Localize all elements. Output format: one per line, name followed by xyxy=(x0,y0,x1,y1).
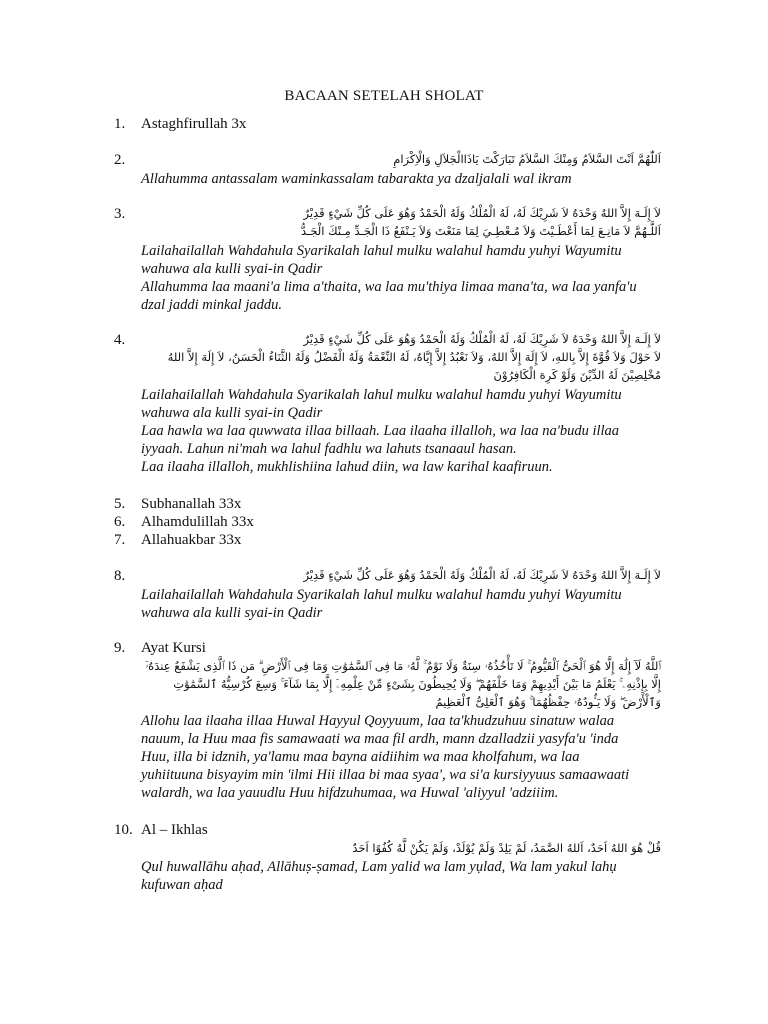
latin-line: nauum, la Huu maa fis samawaati wa maa fil ardh, mann dzalladzii yasyfa'u 'inda xyxy=(141,731,619,747)
item-number: 9. xyxy=(114,640,126,656)
latin-line: wahuwa ala kulli syai-in Qadir xyxy=(141,405,323,421)
item-number: 5. xyxy=(114,496,126,512)
latin-line: Allahumma laa maani'a lima a'thaita, wa laa mu'thiya limaa mana'ta, wa laa yanfa'u xyxy=(141,279,637,295)
item-number: 1. xyxy=(114,116,126,132)
item-label: Alhamdulillah 33x xyxy=(141,514,254,530)
latin-line: wahuwa ala kulli syai-in Qadir xyxy=(141,605,323,621)
arabic-line: لاَ إِلَـهَ إِلاَّ اللهُ وَحْدَهُ لاَ شَرِيْكَ لَهُ، لَهُ الْمُلْكُ وَلَهُ الْحَمْدُ وَهُوَ عَلَى كُلِّ شَيْءٍ قَدِيْرٌ xyxy=(303,568,661,582)
item-label: Al – Ikhlas xyxy=(141,822,208,838)
item-number: 10. xyxy=(114,822,133,838)
latin-line: Huu, illa bi idznih, ya'lamu maa bayna aidiihim wa maa kholfahum, wa laa xyxy=(141,749,580,765)
latin-line: Laa hawla wa laa quwwata illaa billaah. Laa ilaaha illalloh, wa laa na'budu illaa xyxy=(141,423,620,439)
item-number: 8. xyxy=(114,568,126,584)
latin-line: Qul huwallāhu aḥad, Allāhuṣ-ṣamad, Lam yalid wa lam yụlad, Wa lam yakul lahụ xyxy=(141,859,617,875)
arabic-line: اَللّٰهُمَّ اَنْتَ السَّلاَمُ وَمِنْكَ السَّلاَمُ تَبَارَكْتَ يَاذَاالْجَلاَلِ وَالْاِكْرَامِ xyxy=(393,152,661,166)
arabic-line: لاَ حَوْلَ وَلاَ قُوَّةَ إِلاَّ بِاللهِ، لاَ إِلَهَ إِلاَّ اللهُ، وَلاَ نَعْبُدُ إِلاَّ إِيَّاهُ، لَهُ النِّعْمَةُ وَلَهُ الْفَضْلُ وَلَهُ الثَّنَاءُ الْحَسَنُ، لاَ إِلَهَ إِلاَّ اللهُ xyxy=(167,350,661,364)
item-number: 7. xyxy=(114,532,126,548)
latin-line: walardh, wa laa yauudlu Huu hifdzuhumaa, wa Huwal 'aliyyul 'adziiim. xyxy=(141,785,559,801)
arabic-line: إِلَّا بِإِذْنِهِۦ ۚ يَعْلَمُ مَا بَيْنَ أَيْدِيهِمْ وَمَا خَلْفَهُمْ ۖ وَلَا يُحِيطُونَ بِشَىْءٍ مِّنْ عِلْمِهِۦٓ إِلَّا بِمَا شَآءَ ۚ وَسِعَ كُرْسِيُّهُ ٱلسَّمَٰوَٰتِ xyxy=(173,677,661,691)
item-label: Ayat Kursi xyxy=(141,640,206,656)
item-label: Allahuakbar 33x xyxy=(141,532,242,548)
latin-line: Lailahailallah Wahdahula Syarikalah lahul mulku walahul hamdu yuhyi Wayumitu xyxy=(141,243,622,259)
latin-line: Allohu laa ilaaha illaa Huwal Hayyul Qoyyuum, laa ta'khudzuhuu sinatuw walaa xyxy=(141,713,615,729)
latin-line: Lailahailallah Wahdahula Syarikalah lahul mulku walahul hamdu yuhyi Wayumitu xyxy=(141,387,622,403)
latin-line: dzal jaddi minkal jaddu. xyxy=(141,297,282,313)
latin-line: Lailahailallah Wahdahula Syarikalah lahul mulku walahul hamdu yuhyi Wayumitu xyxy=(141,587,622,603)
latin-line: iyyaah. Lahun ni'mah wa lahul fadhlu wa lahuts tsanaaul hasan. xyxy=(141,441,517,457)
item-number: 3. xyxy=(114,206,126,222)
arabic-line: ٱللَّهُ لَآ إِلَٰهَ إِلَّا هُوَ ٱلْحَىُّ ٱلْقَيُّومُ ۚ لَا تَأْخُذُهُۥ سِنَةٌ وَلَا نَوْمٌ ۚ لَّهُۥ مَا فِى ٱلسَّمَٰوَٰتِ وَمَا فِى ٱلْأَرْضِ ۗ مَن ذَا ٱلَّذِى يَشْفَعُ عِندَهُۥٓ xyxy=(145,659,661,673)
page-title: BACAAN SETELAH SHOLAT xyxy=(284,88,484,104)
item-label: Astaghfirullah 3x xyxy=(141,116,247,132)
arabic-line: لاَ إِلَـهَ إِلاَّ اللهُ وَحْدَهُ لاَ شَرِيْكَ لَهُ، لَهُ الْمُلْكُ وَلَهُ الْحَمْدُ وَهُوَ عَلَى كُلِّ شَيْءٍ قَدِيْرٌ xyxy=(303,206,661,220)
latin-line: wahuwa ala kulli syai-in Qadir xyxy=(141,261,323,277)
latin-line: Allahumma antassalam waminkassalam tabarakta ya dzaljalali wal ikram xyxy=(141,171,572,187)
arabic-line: قُلْ هُوَ اللهُ اَحَدٌ، اَللهُ الصَّمَدُ، لَمْ يَلِدْ وَلَمْ يُوْلَدْ، وَلَمْ يَكُنْ لَّهُ كُفُوًا اَحَدٌ xyxy=(352,841,661,855)
item-number: 2. xyxy=(114,152,126,168)
arabic-line: اَللَّـهُمَّ لاَ مَانِـعَ لِمَا أَعْطَـيْتَ وَلاَ مُـعْطِـيَ لِمَا مَنَعْتَ وَلاَ يَـنْفَعُ ذَا الْجَـدِّ مِـنْكَ الْجَـدُّ xyxy=(300,224,661,238)
arabic-line: وَٱلْأَرْضَ ۖ وَلَا يَـُٔودُهُۥ حِفْظُهُمَا ۚ وَهُوَ ٱلْعَلِىُّ ٱلْعَظِيمُ xyxy=(435,695,661,709)
item-label: Subhanallah 33x xyxy=(141,496,242,512)
item-number: 6. xyxy=(114,514,126,530)
item-number: 4. xyxy=(114,332,126,348)
latin-line: kufuwan aḥad xyxy=(141,877,223,893)
latin-line: yuhiituuna bisyayim min 'ilmi Hii illaa bi maa syaa', wa si'a kursiyyuus samaawaati xyxy=(141,767,630,783)
arabic-line: لاَ إِلَـهَ إِلاَّ اللهُ وَحْدَهُ لاَ شَرِيْكَ لَهُ، لَهُ الْمُلْكُ وَلَهُ الْحَمْدُ وَهُوَ عَلَى كُلِّ شَيْءٍ قَدِيْرٌ xyxy=(303,332,661,346)
arabic-line: مُخْلِصِيْنَ لَهُ الدِّيْنَ وَلَوْ كَرِهَ الْكَافِرُوْنَ xyxy=(493,368,661,382)
latin-line: Laa ilaaha illalloh, mukhlishiina lahud diin, wa law karihal kaafiruun. xyxy=(141,459,553,475)
